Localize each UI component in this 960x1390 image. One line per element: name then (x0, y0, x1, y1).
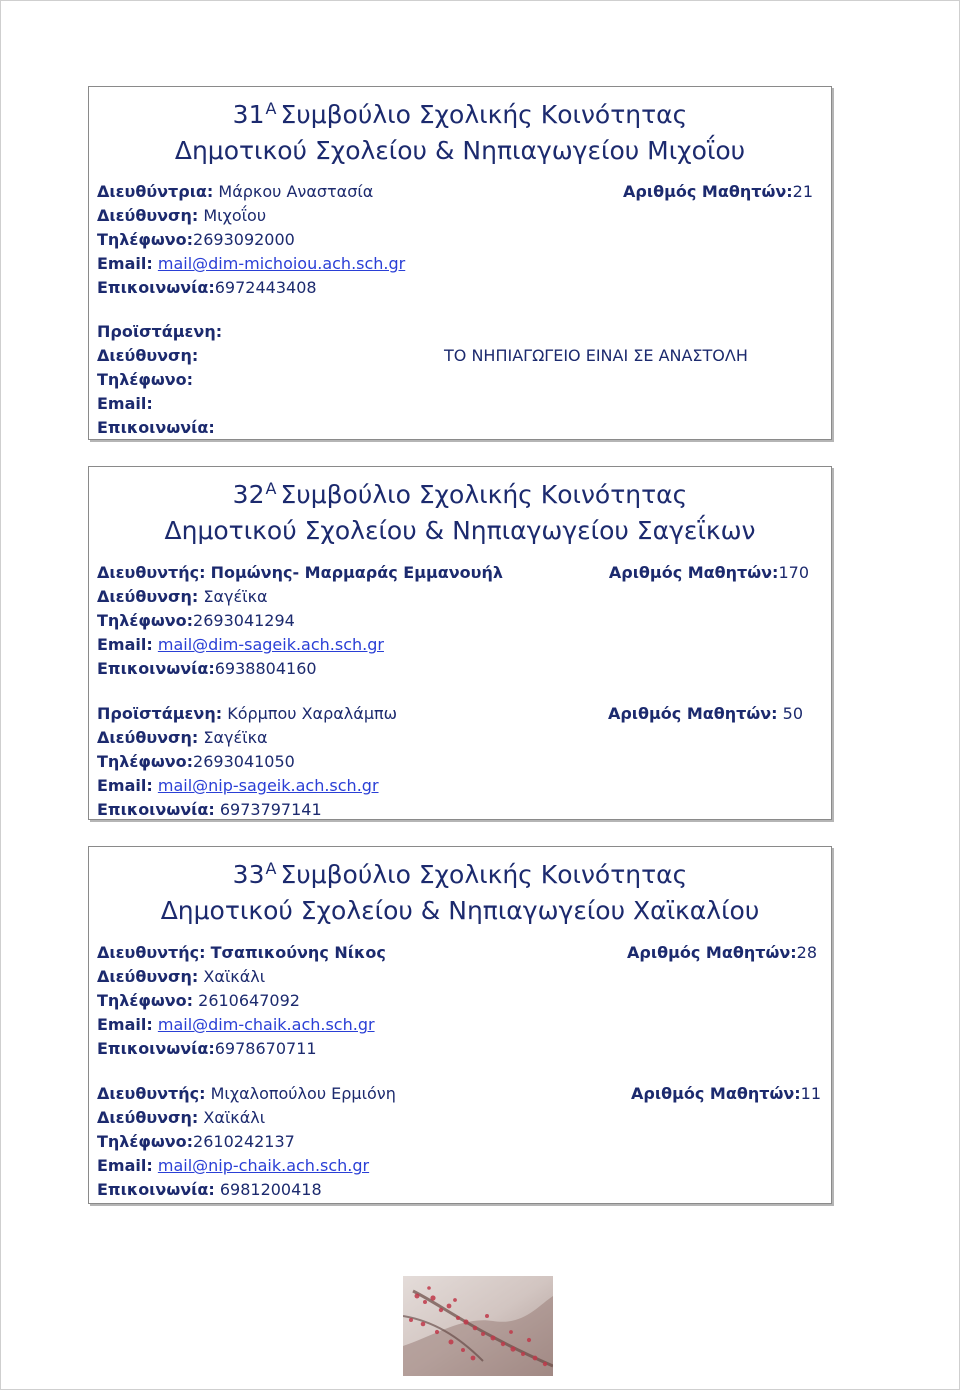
kg-email-row: Email: (97, 394, 153, 413)
kg-address-row: Διεύθυνση: Χαϊκάλι (97, 1108, 266, 1127)
kg-email-row: Email: mail@nip-sageik.ach.sch.gr (97, 776, 379, 795)
school-students: Αριθμός Μαθητών:170 (608, 563, 809, 582)
council-number: 33 (232, 860, 265, 889)
council-title-line1: Συμβούλιο Σχολικής Κοινότητας (280, 100, 688, 129)
school-phone-row: Τηλέφωνο:2693092000 (97, 230, 295, 249)
school-contact-row: Επικοινωνία:6972443408 (97, 278, 317, 297)
school-address-row: Διεύθυνση: Μιχοΐου (97, 206, 267, 225)
school-students: Αριθμός Μαθητών:28 (627, 943, 817, 962)
council-card-31 (88, 86, 832, 440)
school-address-row: Διεύθυνση: Σαγέϊκα (97, 587, 268, 606)
school-email-link[interactable]: mail@dim-michoiou.ach.sch.gr (157, 254, 406, 273)
school-email-row: Email: mail@dim-sageik.ach.sch.gr (97, 635, 384, 654)
kg-phone-row: Τηλέφωνο:2610242137 (97, 1132, 295, 1151)
kg-phone-row: Τηλέφωνο: (97, 370, 194, 389)
kg-head-row: Προϊστάμενη: (97, 322, 223, 341)
school-email-link[interactable]: mail@dim-sageik.ach.sch.gr (157, 635, 384, 654)
kg-address-row: Διεύθυνση: Σαγέϊκα (97, 728, 268, 747)
kg-suspension-notice: ΤΟ ΝΗΠΙΑΓΩΓΕΙΟ ΕΙΝΑΙ ΣΕ ΑΝΑΣΤΟΛΗ (444, 346, 748, 365)
school-email-link[interactable]: mail@dim-chaik.ach.sch.gr (157, 1015, 375, 1034)
kg-email-link[interactable]: mail@nip-chaik.ach.sch.gr (157, 1156, 370, 1175)
council-number: 32 (232, 480, 265, 509)
kg-students: Αριθμός Μαθητών: 50 (607, 704, 803, 723)
kg-address-row: Διεύθυνση: (97, 346, 199, 365)
kg-students: Αριθμός Μαθητών:11 (631, 1084, 821, 1103)
kg-contact-row: Επικοινωνία: (97, 418, 215, 437)
blossom-photo-image (403, 1276, 553, 1376)
kg-head-row: Προϊστάμενη: Κόρμπου Χαραλάμπω (97, 704, 398, 723)
council-subtitle: Δημοτικού Σχολείου & Νηπιαγωγείου Χαϊκαλίου (160, 896, 760, 925)
council-card-33 (88, 846, 832, 1204)
school-contact-row: Επικοινωνία:6938804160 (97, 659, 317, 678)
school-head-row: Διευθυντής: Πομώνης- Μαρμαράς Εμμανουήλ (97, 563, 503, 582)
council-title-line1: Συμβούλιο Σχολικής Κοινότητας (280, 860, 688, 889)
school-head-row: Διευθυντής: Τσαπικούνης Νίκος (97, 943, 386, 962)
council-title (89, 851, 831, 893)
council-number: 31 (232, 100, 265, 129)
kg-email-link[interactable]: mail@nip-sageik.ach.sch.gr (157, 776, 379, 795)
council-card-32 (88, 466, 832, 820)
council-title-line1: Συμβούλιο Σχολικής Κοινότητας (280, 480, 688, 509)
council-number-sup: Α (265, 859, 277, 878)
council-number-sup: Α (265, 479, 277, 498)
council-title (89, 91, 831, 133)
kg-email-row: Email: mail@nip-chaik.ach.sch.gr (97, 1156, 370, 1175)
kg-phone-row: Τηλέφωνο:2693041050 (97, 752, 295, 771)
council-subtitle: Δημοτικού Σχολείου & Νηπιαγωγείου Σαγεΐκων (164, 516, 756, 545)
school-head-row: Διευθύντρια: Μάρκου Αναστασία (97, 182, 374, 201)
school-email-row: Email: mail@dim-chaik.ach.sch.gr (97, 1015, 375, 1034)
kg-contact-row: Επικοινωνία: 6973797141 (97, 800, 322, 819)
kg-contact-row: Επικοινωνία: 6981200418 (97, 1180, 322, 1199)
council-number-sup: Α (265, 99, 277, 118)
school-phone-row: Τηλέφωνο: 2610647092 (97, 991, 300, 1010)
school-students: Αριθμός Μαθητών:21 (623, 182, 813, 201)
school-address-row: Διεύθυνση: Χαϊκάλι (97, 967, 266, 986)
kg-head-row: Διευθυντής: Μιχαλοπούλου Ερμιόνη (97, 1084, 396, 1103)
school-email-row: Email: mail@dim-michoiou.ach.sch.gr (97, 254, 406, 273)
school-phone-row: Τηλέφωνο:2693041294 (97, 611, 295, 630)
school-contact-row: Επικοινωνία:6978670711 (97, 1039, 317, 1058)
council-title (89, 471, 831, 513)
decorative-photo (403, 1276, 553, 1376)
council-subtitle: Δημοτικού Σχολείου & Νηπιαγωγείου Μιχοΐου (174, 136, 746, 165)
